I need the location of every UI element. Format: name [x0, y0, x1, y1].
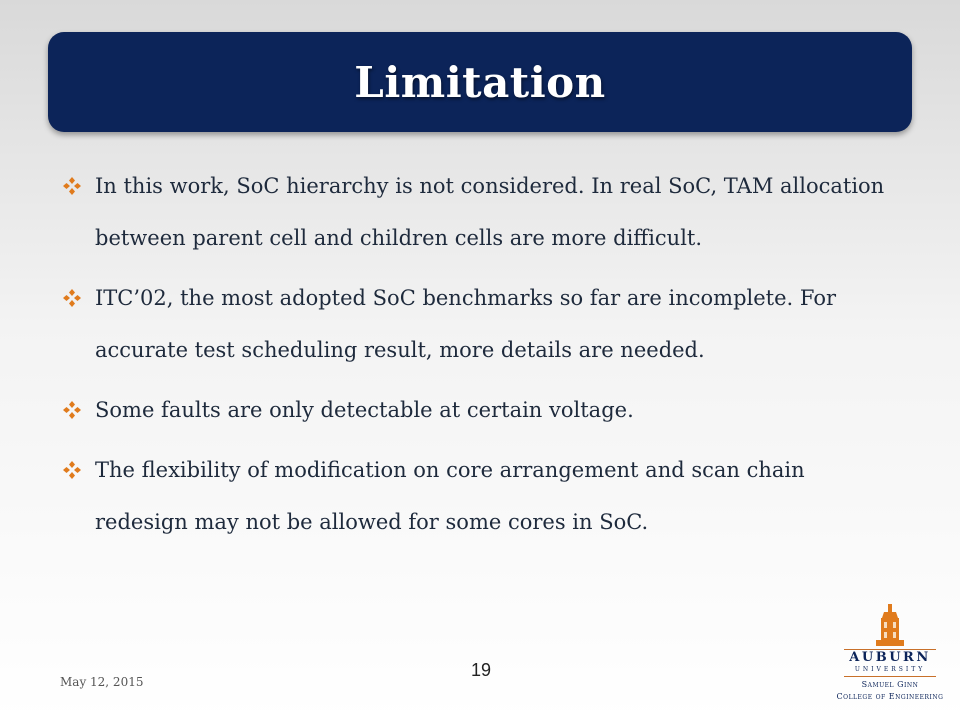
logo-subtitle: UNIVERSITY [854, 666, 926, 673]
bullet-text: In this work, SoC hierarchy is not considered. In real SoC, TAM allocation between parent cell and children cells are more difficult. [95, 174, 885, 250]
diamond-bullet-icon [62, 460, 82, 480]
footer-date: May 12, 2015 [60, 675, 144, 689]
logo-line2: College of Engineering [836, 692, 944, 701]
diamond-bullet-icon [62, 400, 82, 420]
logo-line1: Samuel Ginn [861, 680, 919, 689]
logo-rule [844, 676, 936, 677]
bullet-text: The flexibility of modification on core arrangement and scan chain redesign may not be allowed for some cores in SoC. [95, 458, 805, 534]
diamond-bullet-icon [62, 176, 82, 196]
bullet-text: ITC’02, the most adopted SoC benchmarks so far are incomplete. For accurate test scheduling result, more details are needed. [95, 286, 836, 362]
logo-name: AUBURN [849, 650, 931, 665]
title-bar [48, 32, 912, 132]
auburn-tower-icon [870, 604, 910, 648]
diamond-bullet-icon [62, 288, 82, 308]
bullet-item [62, 444, 902, 548]
bullet-item [62, 384, 902, 436]
bullet-list [62, 160, 902, 556]
bullet-item [62, 272, 902, 376]
page-number: 19 [470, 660, 492, 680]
bullet-text: Some faults are only detectable at certain voltage. [95, 398, 634, 422]
bullet-item [62, 160, 902, 264]
slide-title: Limitation [354, 57, 606, 107]
auburn-logo [834, 604, 946, 712]
